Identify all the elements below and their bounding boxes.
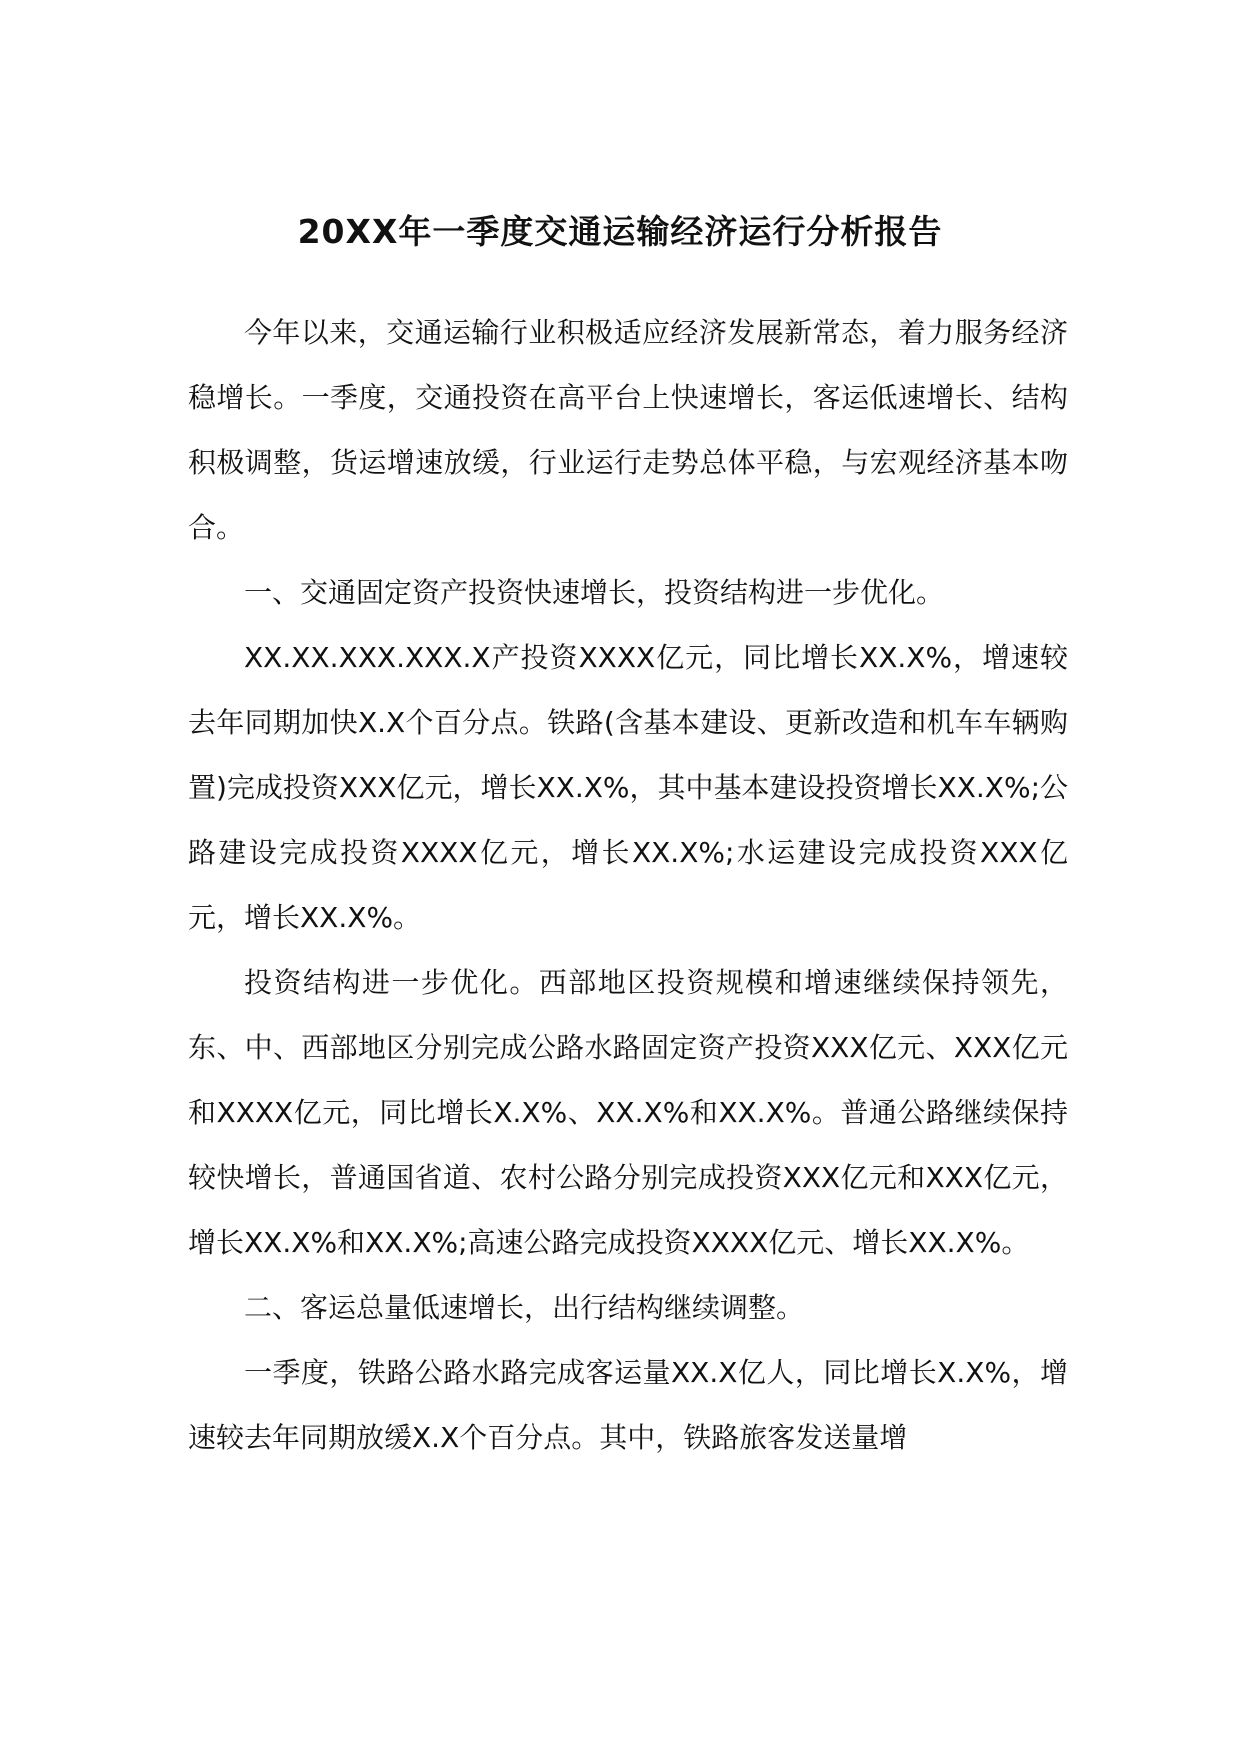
section-heading-passenger: 二、客运总量低速增长，出行结构继续调整。 [244, 1291, 805, 1324]
document-body [188, 300, 1068, 1470]
paragraph-passenger-volume: 一季度，铁路公路水路完成客运量XX.X亿人，同比增长X.X%，增速较去年同期放缓X.X个百分点。其中，铁路旅客发送量增 [188, 1356, 1068, 1454]
paragraph-intro: 今年以来，交通运输行业积极适应经济发展新常态，着力服务经济稳增长。一季度，交通投资在高平台上快速增长，客运低速增长、结构积极调整，货运增速放缓，行业运行走势总体平稳，与宏观经济基本吻合。 [188, 316, 1068, 544]
document-title: 20XX年一季度交通运输经济运行分析报告 [297, 212, 943, 251]
paragraph-investment-structure: 投资结构进一步优化。西部地区投资规模和增速继续保持领先，东、中、西部地区分别完成公路水路固定资产投资XXX亿元、XXX亿元和XXXX亿元，同比增长X.X%、XX.X%和XX.X%。普通公路继续保持较快增长，普通国省道、农村公路分别完成投资XXX亿元和XXX亿元，增长XX.X%和XX.X%;高速公路完成投资XXXX亿元、增长XX.X%。 [188, 966, 1068, 1259]
paragraph-investment-totals: XX.XX.XXX.XXX.X产投资XXXX亿元，同比增长XX.X%，增速较去年同期加快X.X个百分点。铁路(含基本建设、更新改造和机车车辆购置)完成投资XXX亿元，增长XX.X%，其中基本建设投资增长XX.X%;公路建设完成投资XXXX亿元，增长XX.X%;水运建设完成投资XXX亿元，增长XX.X%。 [188, 641, 1069, 934]
section-heading-investment: 一、交通固定资产投资快速增长，投资结构进一步优化。 [244, 576, 945, 609]
